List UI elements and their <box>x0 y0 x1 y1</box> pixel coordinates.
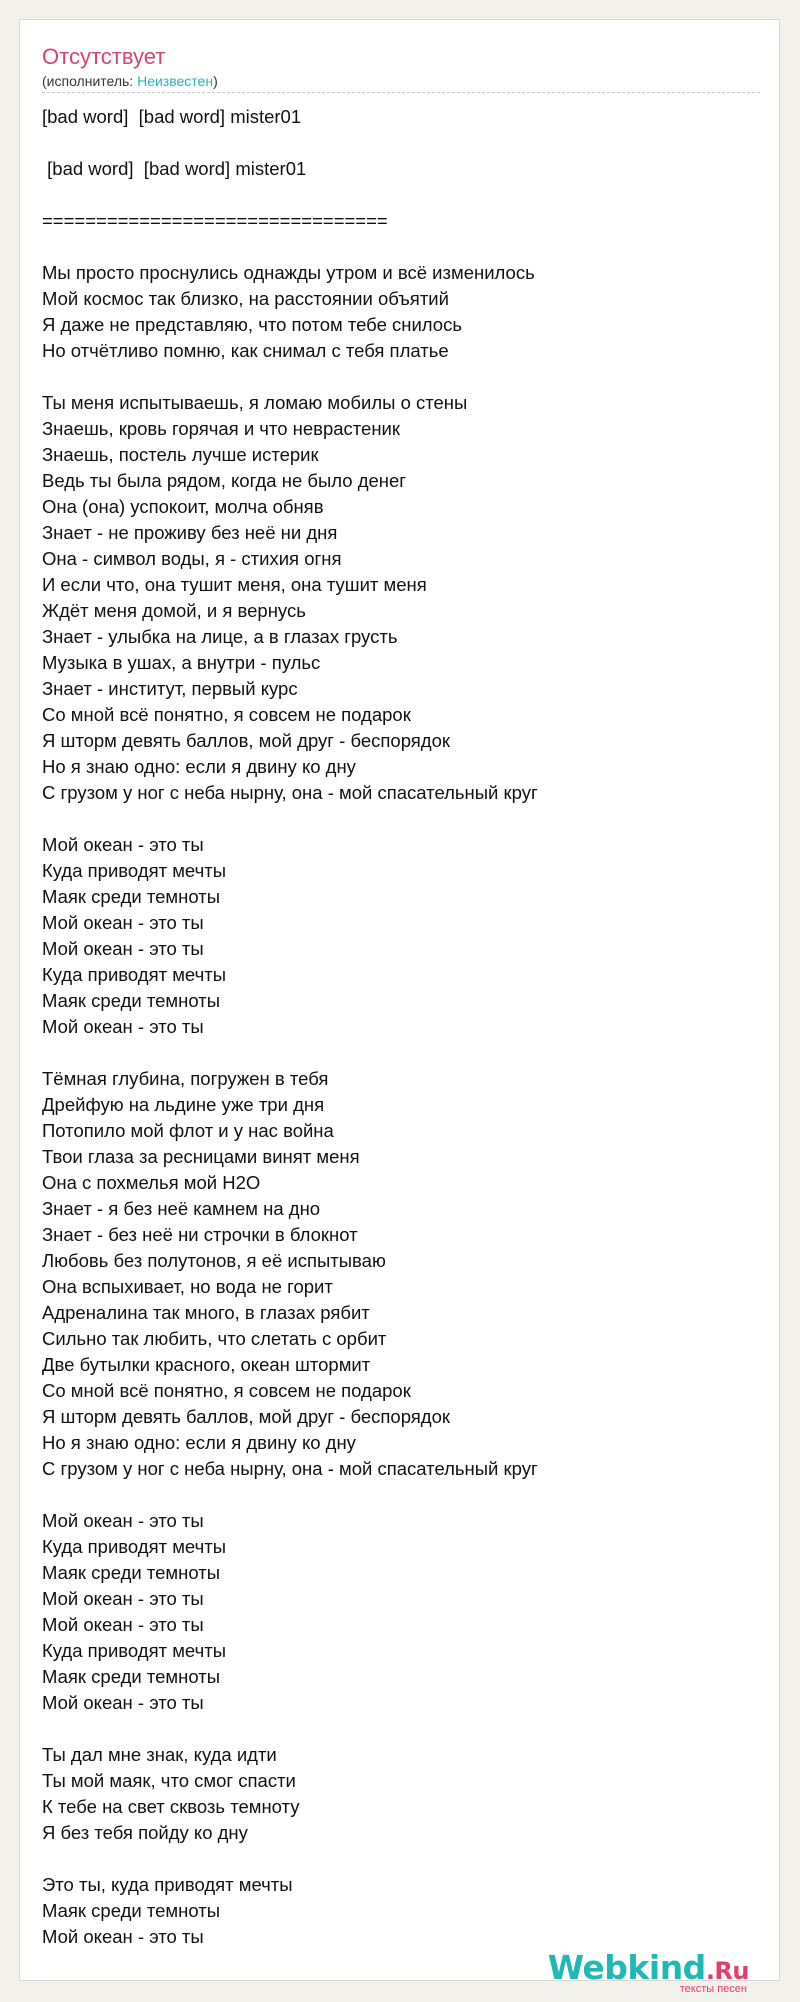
lyrics-blank-line <box>42 130 762 156</box>
lyrics-line: Маяк среди темноты <box>42 886 220 907</box>
lyrics-line: С грузом у ног с неба нырну, она - мой спасательный круг <box>42 782 538 803</box>
lyrics-line: Но я знаю одно: если я двину ко дну <box>42 1432 356 1453</box>
lyrics-line: Я шторм девять баллов, мой друг - беспорядок <box>42 1406 450 1427</box>
lyrics-line: Она (она) успокоит, молча обняв <box>42 496 324 517</box>
lyrics-blank-line <box>42 234 762 260</box>
lyrics-line: Куда приводят мечты <box>42 1536 227 1557</box>
lyrics-line: Маяк среди темноты <box>42 1900 220 1921</box>
logo-wordmark <box>548 1948 749 1987</box>
lyrics-line: Знаешь, постель лучше истерик <box>42 444 319 465</box>
song-title: Отсутствует <box>42 44 166 69</box>
lyrics-blank-line <box>42 182 762 208</box>
artist-prefix: (исполнитель: <box>42 73 138 89</box>
lyrics-line: Знаешь, кровь горячая и что неврастеник <box>42 418 400 439</box>
lyrics-blank-line <box>42 1040 762 1066</box>
lyrics-line: Тёмная глубина, погружен в тебя <box>42 1068 329 1089</box>
lyrics-line: Адреналина так много, в глазах рябит <box>42 1302 370 1323</box>
lyrics-line: [bad word] [bad word] mister01 <box>42 158 307 179</box>
lyrics-blank-line <box>42 364 762 390</box>
artist-suffix: ) <box>213 73 218 89</box>
lyrics-line: Куда приводят мечты <box>42 860 227 881</box>
lyrics-line: Куда приводят мечты <box>42 1640 227 1661</box>
lyrics-line: Дрейфую на льдине уже три дня <box>42 1094 325 1115</box>
lyrics-line: Потопило мой флот и у нас война <box>42 1120 334 1141</box>
artist-line <box>42 72 218 90</box>
lyrics-line: Маяк среди темноты <box>42 1666 220 1687</box>
lyrics-line: Ты мой маяк, что смог спасти <box>42 1770 296 1791</box>
lyrics-line: Мой океан - это ты <box>42 834 204 855</box>
lyrics-line: Она - символ воды, я - стихия огня <box>42 548 342 569</box>
lyrics-card <box>19 19 780 1995</box>
lyrics-line: Со мной всё понятно, я совсем не подарок <box>42 1380 411 1401</box>
lyrics-line: Мой океан - это ты <box>42 1016 204 1037</box>
lyrics-line: Я даже не представляю, что потом тебе снилось <box>42 314 462 335</box>
lyrics-line: Но я знаю одно: если я двину ко дну <box>42 756 356 777</box>
lyrics-line: Знает - улыбка на лице, а в глазах грусть <box>42 626 398 647</box>
lyrics-line: Знает - без неё ни строчки в блокнот <box>42 1224 358 1245</box>
lyrics-text <box>42 104 762 1950</box>
logo-tagline: тексты песен <box>679 1983 747 1995</box>
lyrics-line: Мой космос так близко, на расстоянии объятий <box>42 288 449 309</box>
lyrics-line: Знает - я без неё камнем на дно <box>42 1198 321 1219</box>
lyrics-line: Любовь без полутонов, я её испытываю <box>42 1250 386 1271</box>
lyrics-line: Твои глаза за ресницами винят меня <box>42 1146 360 1167</box>
lyrics-line: Она вспыхивает, но вода не горит <box>42 1276 333 1297</box>
lyrics-blank-line <box>42 1716 762 1742</box>
lyrics-line: Маяк среди темноты <box>42 990 220 1011</box>
lyrics-line: Мой океан - это ты <box>42 1692 204 1713</box>
logo-main-text: Webkind <box>547 1948 706 1987</box>
lyrics-line: Я без тебя пойду ко дну <box>42 1822 248 1843</box>
lyrics-line: Ты дал мне знак, куда идти <box>42 1744 277 1765</box>
lyrics-line: Маяк среди темноты <box>42 1562 220 1583</box>
lyrics-line: Две бутылки красного, океан штормит <box>42 1354 371 1375</box>
lyrics-line: С грузом у ног с неба нырну, она - мой спасательный круг <box>42 1458 538 1479</box>
site-logo[interactable] <box>548 1950 749 1995</box>
lyrics-line: К тебе на свет сквозь темноту <box>42 1796 300 1817</box>
artist-link[interactable]: Неизвестен <box>137 73 214 89</box>
lyrics-line: Знает - институт, первый курс <box>42 678 298 699</box>
lyrics-line: Мой океан - это ты <box>42 1926 204 1947</box>
header-divider <box>42 92 760 93</box>
lyrics-line: [bad word] [bad word] mister01 <box>42 106 302 127</box>
lyrics-line: Мой океан - это ты <box>42 1588 204 1609</box>
lyrics-line: Мой океан - это ты <box>42 938 204 959</box>
lyrics-line: Мой океан - это ты <box>42 1510 204 1531</box>
lyrics-line: Ждёт меня домой, и я вернусь <box>42 600 306 621</box>
logo-tld: .Ru <box>705 1957 749 1985</box>
lyrics-line: И если что, она тушит меня, она тушит меня <box>42 574 427 595</box>
lyrics-line: Это ты, куда приводят мечты <box>42 1874 293 1895</box>
lyrics-line: Мой океан - это ты <box>42 1614 204 1635</box>
lyrics-line: Но отчётливо помню, как снимал с тебя платье <box>42 340 449 361</box>
lyrics-blank-line <box>42 1482 762 1508</box>
lyrics-blank-line <box>42 806 762 832</box>
lyrics-line: Мой океан - это ты <box>42 912 204 933</box>
lyrics-line: Знает - не проживу без неё ни дня <box>42 522 338 543</box>
lyrics-line: ================================ <box>42 210 388 231</box>
lyrics-line: Со мной всё понятно, я совсем не подарок <box>42 704 411 725</box>
lyrics-line: Куда приводят мечты <box>42 964 227 985</box>
lyrics-blank-line <box>42 1846 762 1872</box>
lyrics-line: Музыка в ушах, а внутри - пульс <box>42 652 321 673</box>
lyrics-line: Я шторм девять баллов, мой друг - беспорядок <box>42 730 450 751</box>
lyrics-line: Мы просто проснулись однажды утром и всё изменилось <box>42 262 535 283</box>
lyrics-line: Сильно так любить, что слетать с орбит <box>42 1328 387 1349</box>
lyrics-line: Она с похмелья мой H2O <box>42 1172 261 1193</box>
lyrics-line: Ведь ты была рядом, когда не было денег <box>42 470 407 491</box>
lyrics-line: Ты меня испытываешь, я ломаю мобилы о стены <box>42 392 468 413</box>
